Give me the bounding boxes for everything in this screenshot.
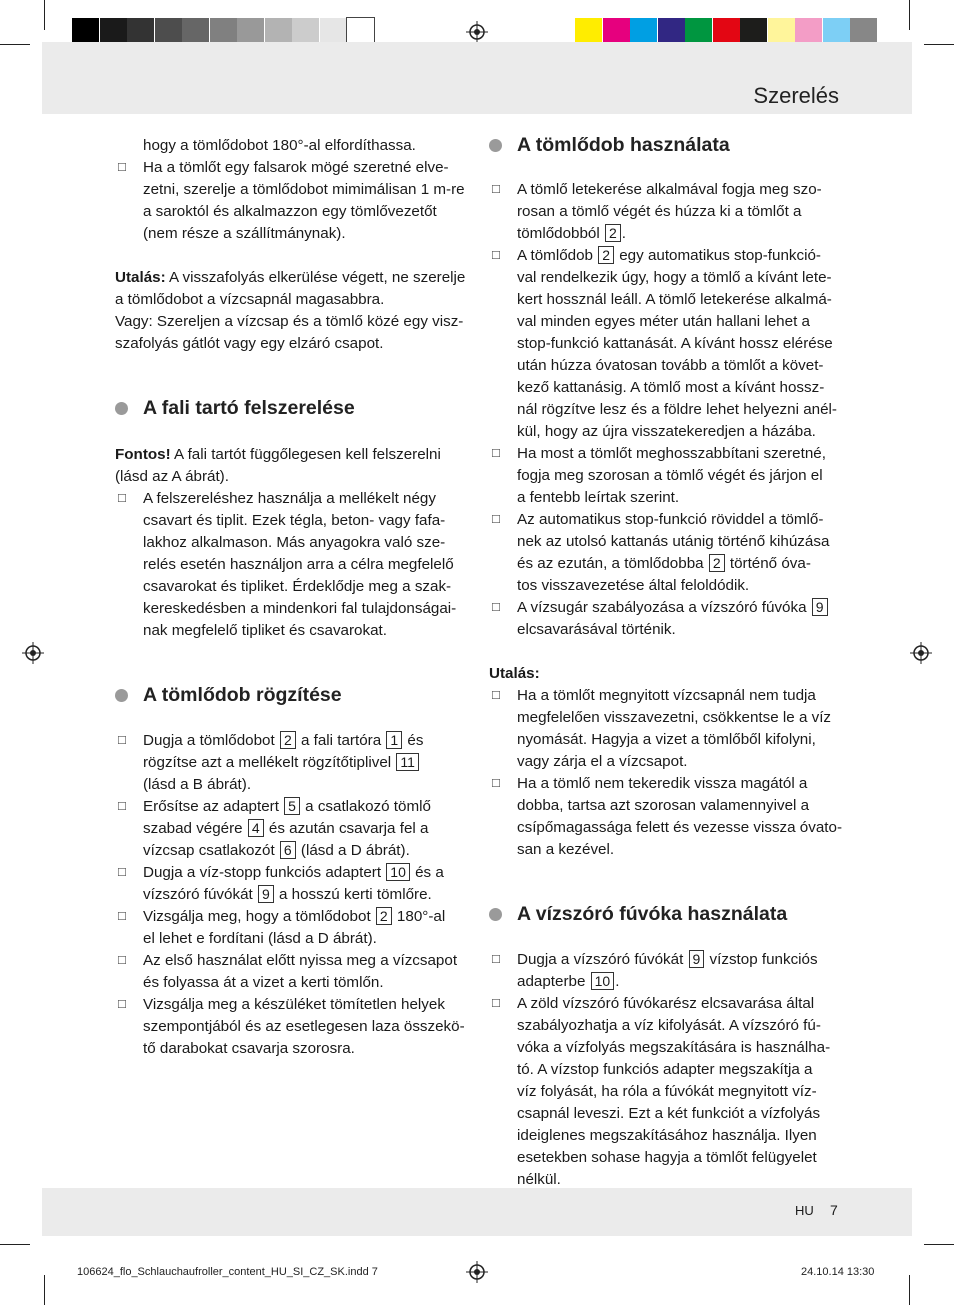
section-heading: A vízszóró fúvóka használata	[489, 901, 844, 927]
list-item: ☐ Dugja a vízszóró fúvókát 9 vízstop funkciós adapterbe 10 .	[491, 951, 818, 990]
crop-mark	[909, 1275, 910, 1305]
part-number: 2	[598, 246, 614, 264]
part-number: 2	[605, 224, 621, 242]
checkbox-bullet-icon: ☐	[491, 998, 501, 1010]
part-number: 6	[280, 841, 296, 859]
list-item: ☐ A vízsugár szabályozása a vízszóró fúvóka 9 elcsavarásával történik.	[489, 597, 844, 641]
part-number: 9	[812, 598, 828, 616]
footer-language: HU	[795, 1203, 814, 1218]
note-label: Utalás:	[489, 665, 540, 682]
crop-mark	[909, 0, 910, 30]
note-paragraph: Utalás: A visszafolyás elkerülése végett, ne szerelje	[115, 269, 466, 286]
part-number: 5	[284, 797, 300, 815]
part-number: 11	[396, 753, 419, 771]
section-heading: A fali tartó felszerelése	[115, 395, 470, 421]
checkbox-bullet-icon: ☐	[117, 955, 127, 967]
checkbox-bullet-icon: ☐	[117, 493, 127, 505]
page-title: Szerelés	[753, 83, 839, 108]
list-item: ☐ Dugja a víz-stopp funkciós adaptert 10 és a vízszóró fúvókát 9 a hosszú kerti tömlőre.	[117, 864, 444, 903]
bullet-dot-icon	[115, 402, 128, 415]
part-number: 4	[248, 819, 264, 837]
crop-mark	[44, 0, 45, 30]
list-item: ☐ Vizsgálja meg a készüléket tömítetlen helyek szempontjából és az esetlegesen laza összekö- tő darabokat csavarja szorosra.	[117, 996, 465, 1057]
checkbox-bullet-icon: ☐	[491, 778, 501, 790]
crop-mark	[924, 44, 954, 45]
list-item: ☐ Ha most a tömlőt meghosszabbítani szeretné, fogja meg szorosan a tömlő végét és járjon el a fentebb leírtak szerint.	[491, 445, 826, 506]
list-item: ☐ Ha a tömlőt egy falsarok mögé szeretné elve- zetni, szerelje a tömlődobot mimimálisan 1 m-re a saroktól és alkalmazzon egy tömlővezetőt (nem része a szállítmánynak).	[117, 159, 465, 242]
intro-line: hogy a tömlődobot 180°-al elfordíthassa.	[143, 137, 416, 154]
list-item: ☐ A tömlő letekerése alkalmával fogja meg szo- rosan a tömlő végét és húzza ki a tömlőt a tömlődobból 2 .	[491, 181, 822, 242]
part-number: 1	[386, 731, 402, 749]
bullet-dot-icon	[115, 689, 128, 702]
checkbox-bullet-icon: ☐	[117, 801, 127, 813]
part-number: 2	[709, 554, 725, 572]
registration-mark-icon	[466, 1261, 488, 1283]
crop-mark	[0, 44, 30, 45]
footer-bar	[42, 1188, 912, 1236]
print-date: 24.10.14 13:30	[801, 1266, 875, 1278]
list-item: ☐ A felszereléshez használja a mellékelt négy csavart és tiplit. Ezek tégla, beton- vagy fafa- lakhoz alkalmason. Más anyagokra való sze- relés esetén használjon arra a célra megfelelő csavarokat és tipliket. Érdeklődje meg a szak- kereskedésben a mindenkori fal tulajdonságai- nak megfelelő tipliket és csavarokat.	[117, 490, 457, 639]
bullet-dot-icon	[489, 908, 502, 921]
section-heading: A tömlődob rögzítése	[115, 682, 470, 708]
registration-mark-icon	[22, 642, 44, 664]
list-item: ☐ Az automatikus stop-funkció röviddel a tömlő- nek az utolsó kattanás utánig történő kihúzása és az ezután, a tömlődobba 2 történő óva- tos visszavezetése által feloldódik.	[491, 511, 830, 594]
part-number: 9	[689, 950, 705, 968]
part-number: 10	[386, 863, 410, 881]
list-item: ☐ Erősítse az adaptert 5 a csatlakozó tömlő szabad végére 4 és azután csavarja fel a vízcsap csatlakozót 6 (lásd a D ábrát).	[117, 798, 431, 859]
list-item: ☐ A zöld vízszóró fúvókarész elcsavarása által szabályozhatja a víz kifolyását. A vízszóró fú- vóka a vízfolyás megszakítására is használha- tó. A vízstop funkciós adapter megszakítja a víz folyását, ha róla a fúvókát megnyitott víz- csapnál leveszi. Ezt a két funkciót a vízfolyás ideiglenes megszakításához használja. Ilyen esetekben sohase hagyja a tömlőt felügyelet nélkül.	[491, 995, 831, 1188]
checkbox-bullet-icon: ☐	[117, 162, 127, 174]
checkbox-bullet-icon: ☐	[491, 514, 501, 526]
crop-mark	[924, 1244, 954, 1245]
checkbox-bullet-icon: ☐	[117, 735, 127, 747]
list-item: ☐ Dugja a tömlődobot 2 a fali tartóra 1 és rögzítse azt a mellékelt rögzítőtiplivel 11 (lásd a B ábrát).	[117, 732, 424, 793]
list-item: ☐ A tömlődob 2 egy automatikus stop-funkció- val rendelkezik úgy, hogy a tömlő a kívánt lete- kert hossznál leáll. A tömlő letekerése alkalmá- val minden egyes méter után hallani lehet a stop-funkció kattanását. A kívánt hossz elérése után húzza óvatosan tovább a tömlőt a követ- kező kattanásig. A tömlő most a kívánt hossz- nál rögzítve lesz és a földre lehet helyezni anél- kül, hogy az újra visszatekeredjen a házába.	[491, 247, 837, 440]
page-number: 7	[830, 1202, 838, 1218]
bullet-dot-icon	[489, 139, 502, 152]
checkbox-bullet-icon: ☐	[491, 954, 501, 966]
checkbox-bullet-icon: ☐	[491, 250, 501, 262]
right-column	[489, 132, 844, 1191]
registration-mark-icon	[910, 642, 932, 664]
list-item: ☐ Ha a tömlő nem tekeredik vissza magától a dobba, tartsa azt szorosan valamennyivel a csípőmagassága felett és vezesse vissza óvato- san a kezével.	[491, 775, 843, 858]
section-heading: A tömlődob használata	[489, 132, 844, 158]
checkbox-bullet-icon: ☐	[491, 602, 501, 614]
registration-mark-icon	[466, 21, 488, 43]
list-item: ☐ Az első használat előtt nyissa meg a vízcsapot és folyassa át a vizet a kerti tömlőn.	[117, 952, 458, 991]
checkbox-bullet-icon: ☐	[491, 184, 501, 196]
crop-mark	[44, 1275, 45, 1305]
part-number: 9	[258, 885, 274, 903]
important-paragraph: Fontos! A fali tartót függőlegesen kell felszerelni	[115, 446, 441, 463]
crop-mark	[0, 1244, 30, 1245]
part-number: 10	[591, 972, 615, 990]
left-column: hogy a tömlődobot 180°-al elfordíthassa. ☐ Ha a tömlőt egy falsarok mögé szeretné elve- zetni, szerelje a tömlődobot mimimálisan 1 m-re a saroktól és alkalmazzon egy tömlővezetőt (nem része a szállítmánynak). Utalás: A visszafolyás elkerülése végett, ne szerelje a tömlődobot a vízcsapnál magasabbra. Vagy: Szereljen a vízcsap és a tömlő közé egy visz- szafolyás gátlót vagy egy elzáró csapot. A fali tartó felszerelése Fontos! A fali tartót függőlegesen kell felszerelni (lásd az A ábrát). ☐ A felszereléshez használja a mellékelt négy csavart és tiplit. Ezek tégla, beton- vagy fafa- lakhoz alkalmason. Más anyagokra való sze- relés esetén használjon arra a célra megfelelő csavarokat és tipliket. Érdeklődje meg a szak- kereskedésben a mindenkori fal tulajdonságai- nak megfelelő tipliket és csavarokat. A tömlődob rögzítése ☐ Dugja a tömlődobot 2 a fali tartóra 1 és rögzítse azt a mellékelt rögzítőtiplivel 11 (lásd a B ábrát). ☐ Erősítse az adaptert 5 a csatlakozó tömlő szabad végére 4 és azután csavarja fel a vízcsap csatlakozót 6 (lásd a D ábrát). ☐ Dugja a víz-stopp funkciós adaptert 10 és a vízszóró fúvókát 9 a hosszú kerti tömlőre. ☐ Vizsgálja meg, hogy a tömlődobot 2 180°-al el lehet e fordítani (lásd a D ábrát). ☐ Az első használat előtt nyissa meg a vízcsapot és folyassa át a vizet a kerti tömlőn. ☐ Vizsgálja meg a készüléket tömítetlen helyek szempontjából és az esetlegesen laza összekö- tő darabokat csavarja szorosra.	[115, 135, 470, 1060]
file-name: 106624_flo_Schlauchaufroller_content_HU_SI_CZ_SK.indd 7	[77, 1266, 378, 1278]
list-item: ☐ Vizsgálja meg, hogy a tömlődobot 2 180°-al el lehet e fordítani (lásd a D ábrát).	[117, 908, 446, 947]
list-item: ☐ Ha a tömlőt megnyitott vízcsapnál nem tudja megfelelően visszavezetni, csökkentse le a víz nyomását. Hagyja a vizet a tömlőből kifolyni, vagy zárja el a vízcsapot.	[491, 687, 832, 770]
part-number: 2	[376, 907, 392, 925]
checkbox-bullet-icon: ☐	[117, 911, 127, 923]
checkbox-bullet-icon: ☐	[117, 867, 127, 879]
checkbox-bullet-icon: ☐	[491, 690, 501, 702]
checkbox-bullet-icon: ☐	[117, 999, 127, 1011]
checkbox-bullet-icon: ☐	[491, 448, 501, 460]
part-number: 2	[280, 731, 296, 749]
